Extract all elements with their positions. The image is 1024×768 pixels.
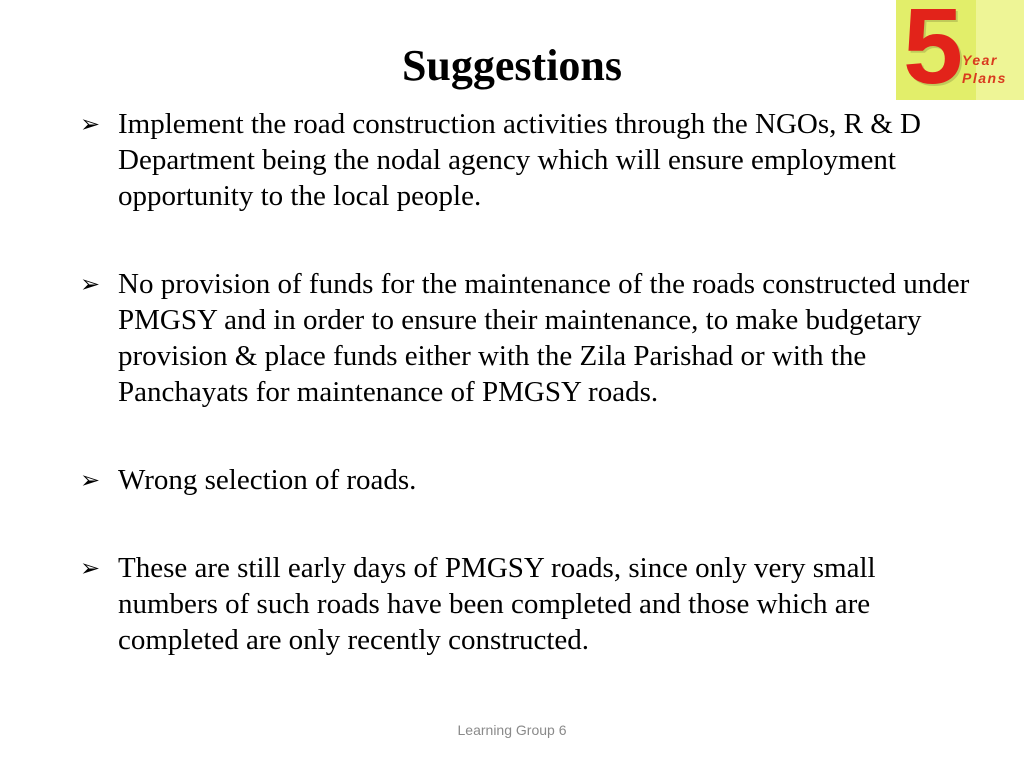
bullet-item xyxy=(80,550,970,658)
bullet-text: Implement the road construction activities through the NGOs, R & D Department being the nodal agency which will ensure employment opportunity to the local people. xyxy=(118,108,921,212)
bullet-text: These are still early days of PMGSY roads, since only very small numbers of such roads have been completed and those which are completed are only recently constructed. xyxy=(118,552,876,656)
arrow-bullet-icon: ➢ xyxy=(80,466,101,494)
arrow-bullet-icon: ➢ xyxy=(80,270,101,298)
bullet-list xyxy=(80,106,970,710)
bullet-text: No provision of funds for the maintenance of the roads constructed under PMGSY and in order to ensure their maintenance, to make budgetary provision & place funds either with the Zila Parishad or with the Panchayats for maintenance of PMGSY roads. xyxy=(118,268,970,408)
slide-title: Suggestions xyxy=(401,41,623,90)
bullet-item xyxy=(80,266,970,410)
logo-number: 5 xyxy=(902,0,964,106)
arrow-bullet-icon: ➢ xyxy=(80,554,101,582)
bullet-item xyxy=(80,462,970,498)
bullet-text: Wrong selection of roads. xyxy=(118,464,417,496)
arrow-bullet-icon: ➢ xyxy=(80,110,101,138)
five-year-plans-logo xyxy=(896,0,1024,106)
slide-footer: Learning Group 6 xyxy=(457,722,567,738)
bullet-item xyxy=(80,106,970,214)
logo-word-year: Year xyxy=(962,52,998,68)
logo-word-plans: Plans xyxy=(962,70,1007,86)
